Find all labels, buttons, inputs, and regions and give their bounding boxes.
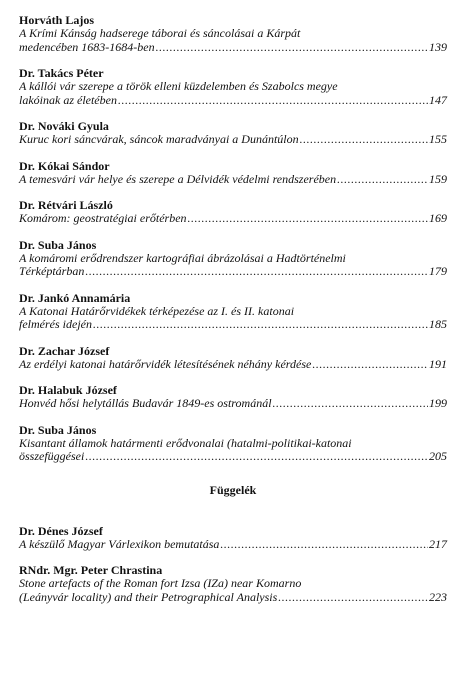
page-number: 179: [429, 264, 447, 278]
entry-author: Dr. Dénes József: [19, 523, 103, 538]
entry-title-line: A Krími Kánság hadserege táborai és sáncolásai a Kárpát: [19, 27, 301, 40]
toc-entry: [19, 384, 447, 411]
dot-leader: [85, 265, 428, 279]
entry-title-line: A kállói vár szerepe a török elleni küzdelemben és Szabolcs megye: [19, 80, 338, 93]
entry-title-line: Stone artefacts of the Roman fort Izsa (IZa) near Komarno: [19, 577, 302, 590]
entry-title-last-line: [19, 591, 447, 605]
entry-title-text: medencében 1683-1684-ben: [19, 39, 155, 54]
entry-title-last-line: [19, 41, 447, 55]
page-number: 159: [429, 171, 447, 186]
entry-author: Dr. Suba János: [19, 237, 97, 252]
toc-entry: [19, 424, 447, 464]
page-number: 217: [429, 536, 447, 551]
entry-title-text: összefüggései: [19, 449, 85, 463]
entry-author: Dr. Zachar József: [19, 343, 110, 358]
entry-title-last-line: [19, 265, 447, 279]
toc-entry: [19, 564, 447, 604]
entry-author: Dr. Rétvári László: [19, 198, 113, 212]
page-number: 185: [429, 317, 447, 331]
dot-leader: [93, 318, 428, 332]
entry-title-text: Térképtárban: [19, 264, 85, 278]
dot-leader: [278, 591, 428, 605]
entry-title-last-line: [19, 133, 447, 147]
entry-title-last-line: [19, 318, 447, 332]
dot-leader: [220, 538, 428, 552]
entry-title-text: Komárom: geostratégiai erőtérben: [19, 211, 187, 225]
entry-author: Dr. Nováki Gyula: [19, 119, 109, 133]
entry-title-line: Kisantant államok határmenti erődvonalai (hatalmi-politikai-katonai: [19, 436, 352, 450]
toc-entry: [19, 345, 447, 372]
entry-title-last-line: [19, 538, 447, 552]
page-number: 223: [429, 589, 447, 604]
entry-title-last-line: [19, 450, 447, 464]
entry-title-last-line: [19, 94, 447, 108]
entry-title-text: A temesvári vár helye és szerepe a Délvidék védelmi rendszerében: [19, 171, 337, 186]
entry-author: Dr. Takács Péter: [19, 66, 104, 80]
entry-title-text: felmérés idején: [19, 317, 92, 331]
entry-author: Dr. Kókai Sándor: [19, 158, 110, 173]
entry-author: RNdr. Mgr. Peter Chrastina: [19, 563, 163, 577]
dot-leader: [156, 41, 428, 55]
entry-title-text: A készülő Magyar Várlexikon bemutatása: [19, 536, 220, 551]
entry-title-line: A Katonai Határőrvidékek térképezése az I. és II. katonai: [19, 304, 295, 318]
table-of-contents: [19, 14, 447, 617]
dot-leader: [273, 397, 428, 411]
entry-title-line: A komáromi erődrendszer kartográfiai ábrázolásai a Hadtörténelmi: [19, 251, 346, 265]
dot-leader: [118, 94, 428, 108]
entry-author: Horváth Lajos: [19, 13, 94, 27]
entry-title-text: (Leányvár locality) and their Petrographical Analysis: [19, 589, 278, 604]
appendix-list: [19, 525, 447, 605]
toc-entry: [19, 67, 447, 107]
appendix-heading: Függelék: [209, 482, 257, 497]
page-number: 191: [429, 356, 447, 371]
entry-title-text: lakóinak az életében: [19, 92, 117, 107]
page-number: 205: [429, 449, 447, 463]
page-number: 155: [429, 132, 447, 146]
entry-author: Dr. Halabuk József: [19, 383, 117, 397]
entry-title-last-line: [19, 358, 447, 372]
page-number: 169: [429, 211, 447, 225]
toc-entry: [19, 292, 447, 332]
dot-leader: [312, 358, 428, 372]
dot-leader: [300, 133, 428, 147]
page-number: 199: [429, 396, 447, 410]
dot-leader: [85, 450, 428, 464]
entry-title-text: Az erdélyi katonai határőrvidék létesítésének néhány kérdése: [19, 356, 312, 371]
page-number: 147: [429, 92, 447, 107]
toc-entry: [19, 14, 447, 54]
toc-entry: [19, 525, 447, 552]
entry-author: Dr. Suba János: [19, 422, 97, 437]
page-number: 139: [429, 39, 447, 54]
entry-title-last-line: [19, 212, 447, 226]
entry-title-text: Honvéd hősi helytállás Budavár 1849-es ostrománál: [19, 396, 272, 410]
toc-entry: [19, 120, 447, 147]
entry-title-text: Kuruc kori sáncvárak, sáncok maradványai a Dunántúlon: [19, 132, 299, 146]
entry-author: Dr. Jankó Annamária: [19, 290, 131, 305]
toc-entry: [19, 199, 447, 226]
toc-entry: [19, 239, 447, 279]
toc-entry: [19, 160, 447, 187]
entry-title-last-line: [19, 397, 447, 411]
dot-leader: [337, 173, 428, 187]
contents-list: [19, 14, 447, 464]
dot-leader: [188, 212, 428, 226]
entry-title-last-line: [19, 173, 447, 187]
